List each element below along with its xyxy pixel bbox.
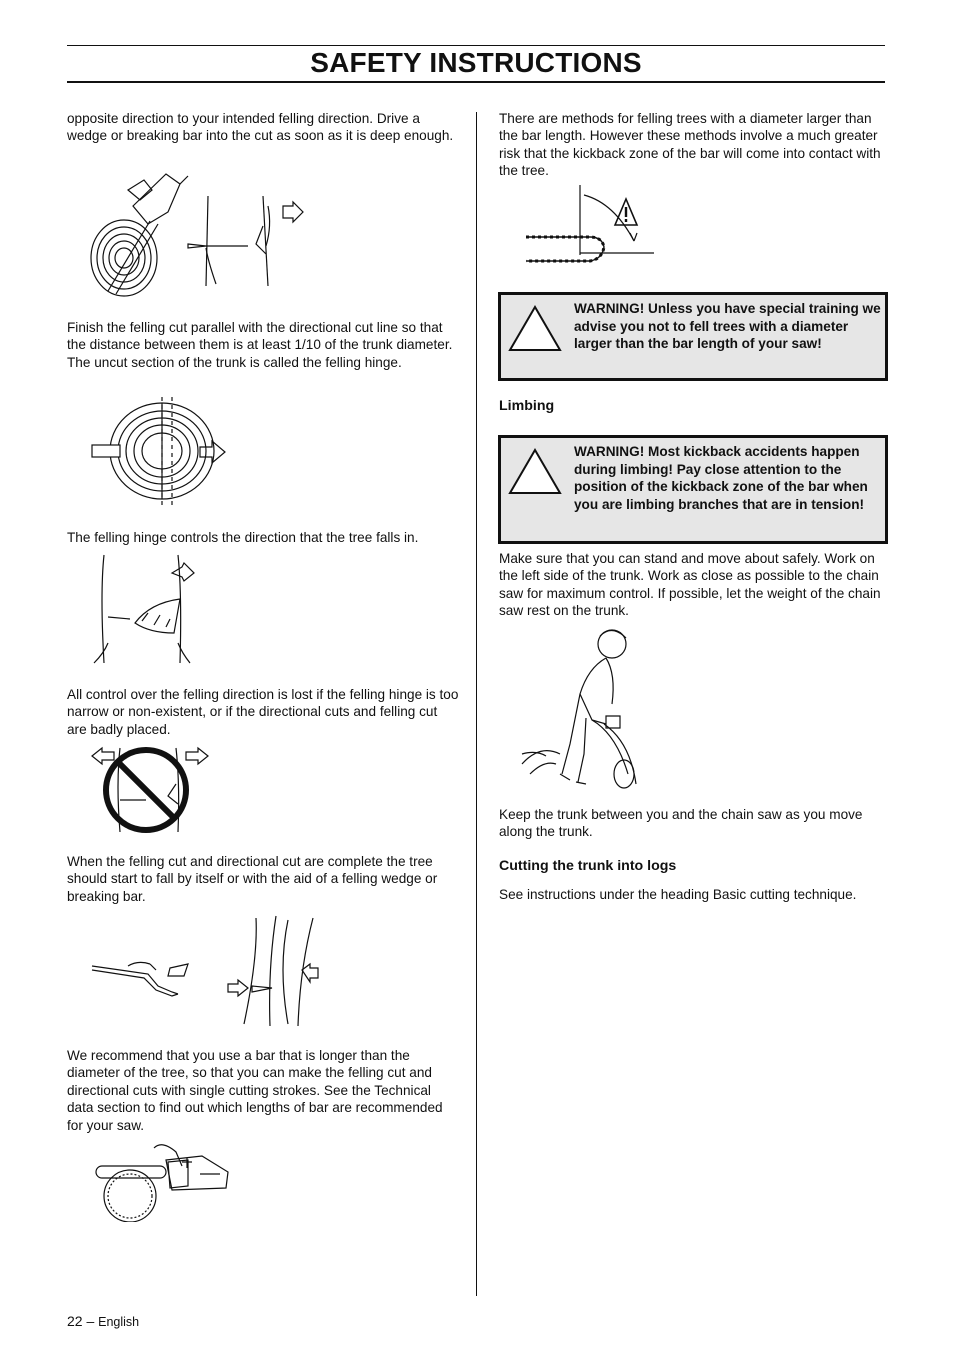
right-paragraph-2: Make sure that you can stand and move about safely. Work on the left side of the trunk. Work as close as possible to the chain saw for maximum control. If possible, let the weight of the chain saw rest on the trunk. — [499, 551, 881, 619]
page-number: 22 – — [67, 1313, 95, 1329]
illustration-kickback-zone — [520, 185, 660, 275]
warning-box-limbing — [498, 435, 888, 544]
page-footer — [67, 1312, 139, 1331]
illustration-wedge-bar — [88, 908, 328, 1030]
warning-triangle-icon — [507, 446, 563, 496]
heading-limbing: Limbing — [499, 398, 555, 414]
header-rule-bottom — [67, 81, 885, 83]
left-paragraph-6: We recommend that you use a bar that is longer than the diameter of the tree, so that you can make the felling cut and directional cuts with single cutting strokes. See the Technical data section to find out which lengths of bar are recommended for your saw. — [67, 1048, 443, 1133]
page-title: SAFETY INSTRUCTIONS — [310, 47, 642, 78]
warning-triangle-icon — [507, 303, 563, 353]
illustration-limbing-operator — [520, 624, 642, 790]
warning-box-bar-length — [498, 292, 888, 381]
kickback-warning-icon — [615, 199, 637, 225]
illustration-saw-on-log — [92, 1138, 234, 1222]
column-divider — [476, 112, 477, 1296]
heading-cutting-logs: Cutting the trunk into logs — [499, 858, 677, 874]
footer-language: English — [98, 1315, 140, 1329]
right-paragraph-4: See instructions under the heading Basic cutting technique. — [499, 887, 857, 902]
warning-text-bar-length: WARNING! Unless you have special training we advise you not to fell trees with a diameter larger than the bar length of your saw! — [574, 301, 881, 352]
illustration-wedge-felling — [88, 166, 308, 298]
illustration-bad-hinge-prohibited — [88, 744, 213, 836]
left-paragraph-5: When the felling cut and directional cut are complete the tree should start to fall by itself or with the aid of a felling wedge or breaking bar. — [67, 854, 438, 904]
left-paragraph-2: Finish the felling cut parallel with the directional cut line so that the distance between them is at least 1/10 of the trunk diameter. The uncut section of the trunk is called the felling hinge. — [67, 320, 453, 370]
illustration-felling-hinge — [90, 395, 240, 507]
right-paragraph-1: There are methods for felling trees with a diameter larger than the bar length. However these methods involve a much greater risk that the kickback zone of the bar will come into contact with the tree. — [499, 111, 881, 179]
warning-text-limbing: WARNING! Most kickback accidents happen during limbing! Pay close attention to the position of the kickback zone of the bar when you are limbing branches that are in tension! — [574, 444, 868, 512]
left-paragraph-4: All control over the felling direction is lost if the felling hinge is too narrow or non-existent, or if the directional cuts and felling cut are badly placed. — [67, 687, 459, 737]
illustration-hinge-direction — [90, 553, 202, 667]
left-paragraph-3: The felling hinge controls the direction that the tree falls in. — [67, 530, 419, 545]
left-paragraph-1: opposite direction to your intended felling direction. Drive a wedge or breaking bar into the cut as soon as it is deep enough. — [67, 111, 454, 144]
right-paragraph-3: Keep the trunk between you and the chain saw as you move along the trunk. — [499, 807, 863, 840]
